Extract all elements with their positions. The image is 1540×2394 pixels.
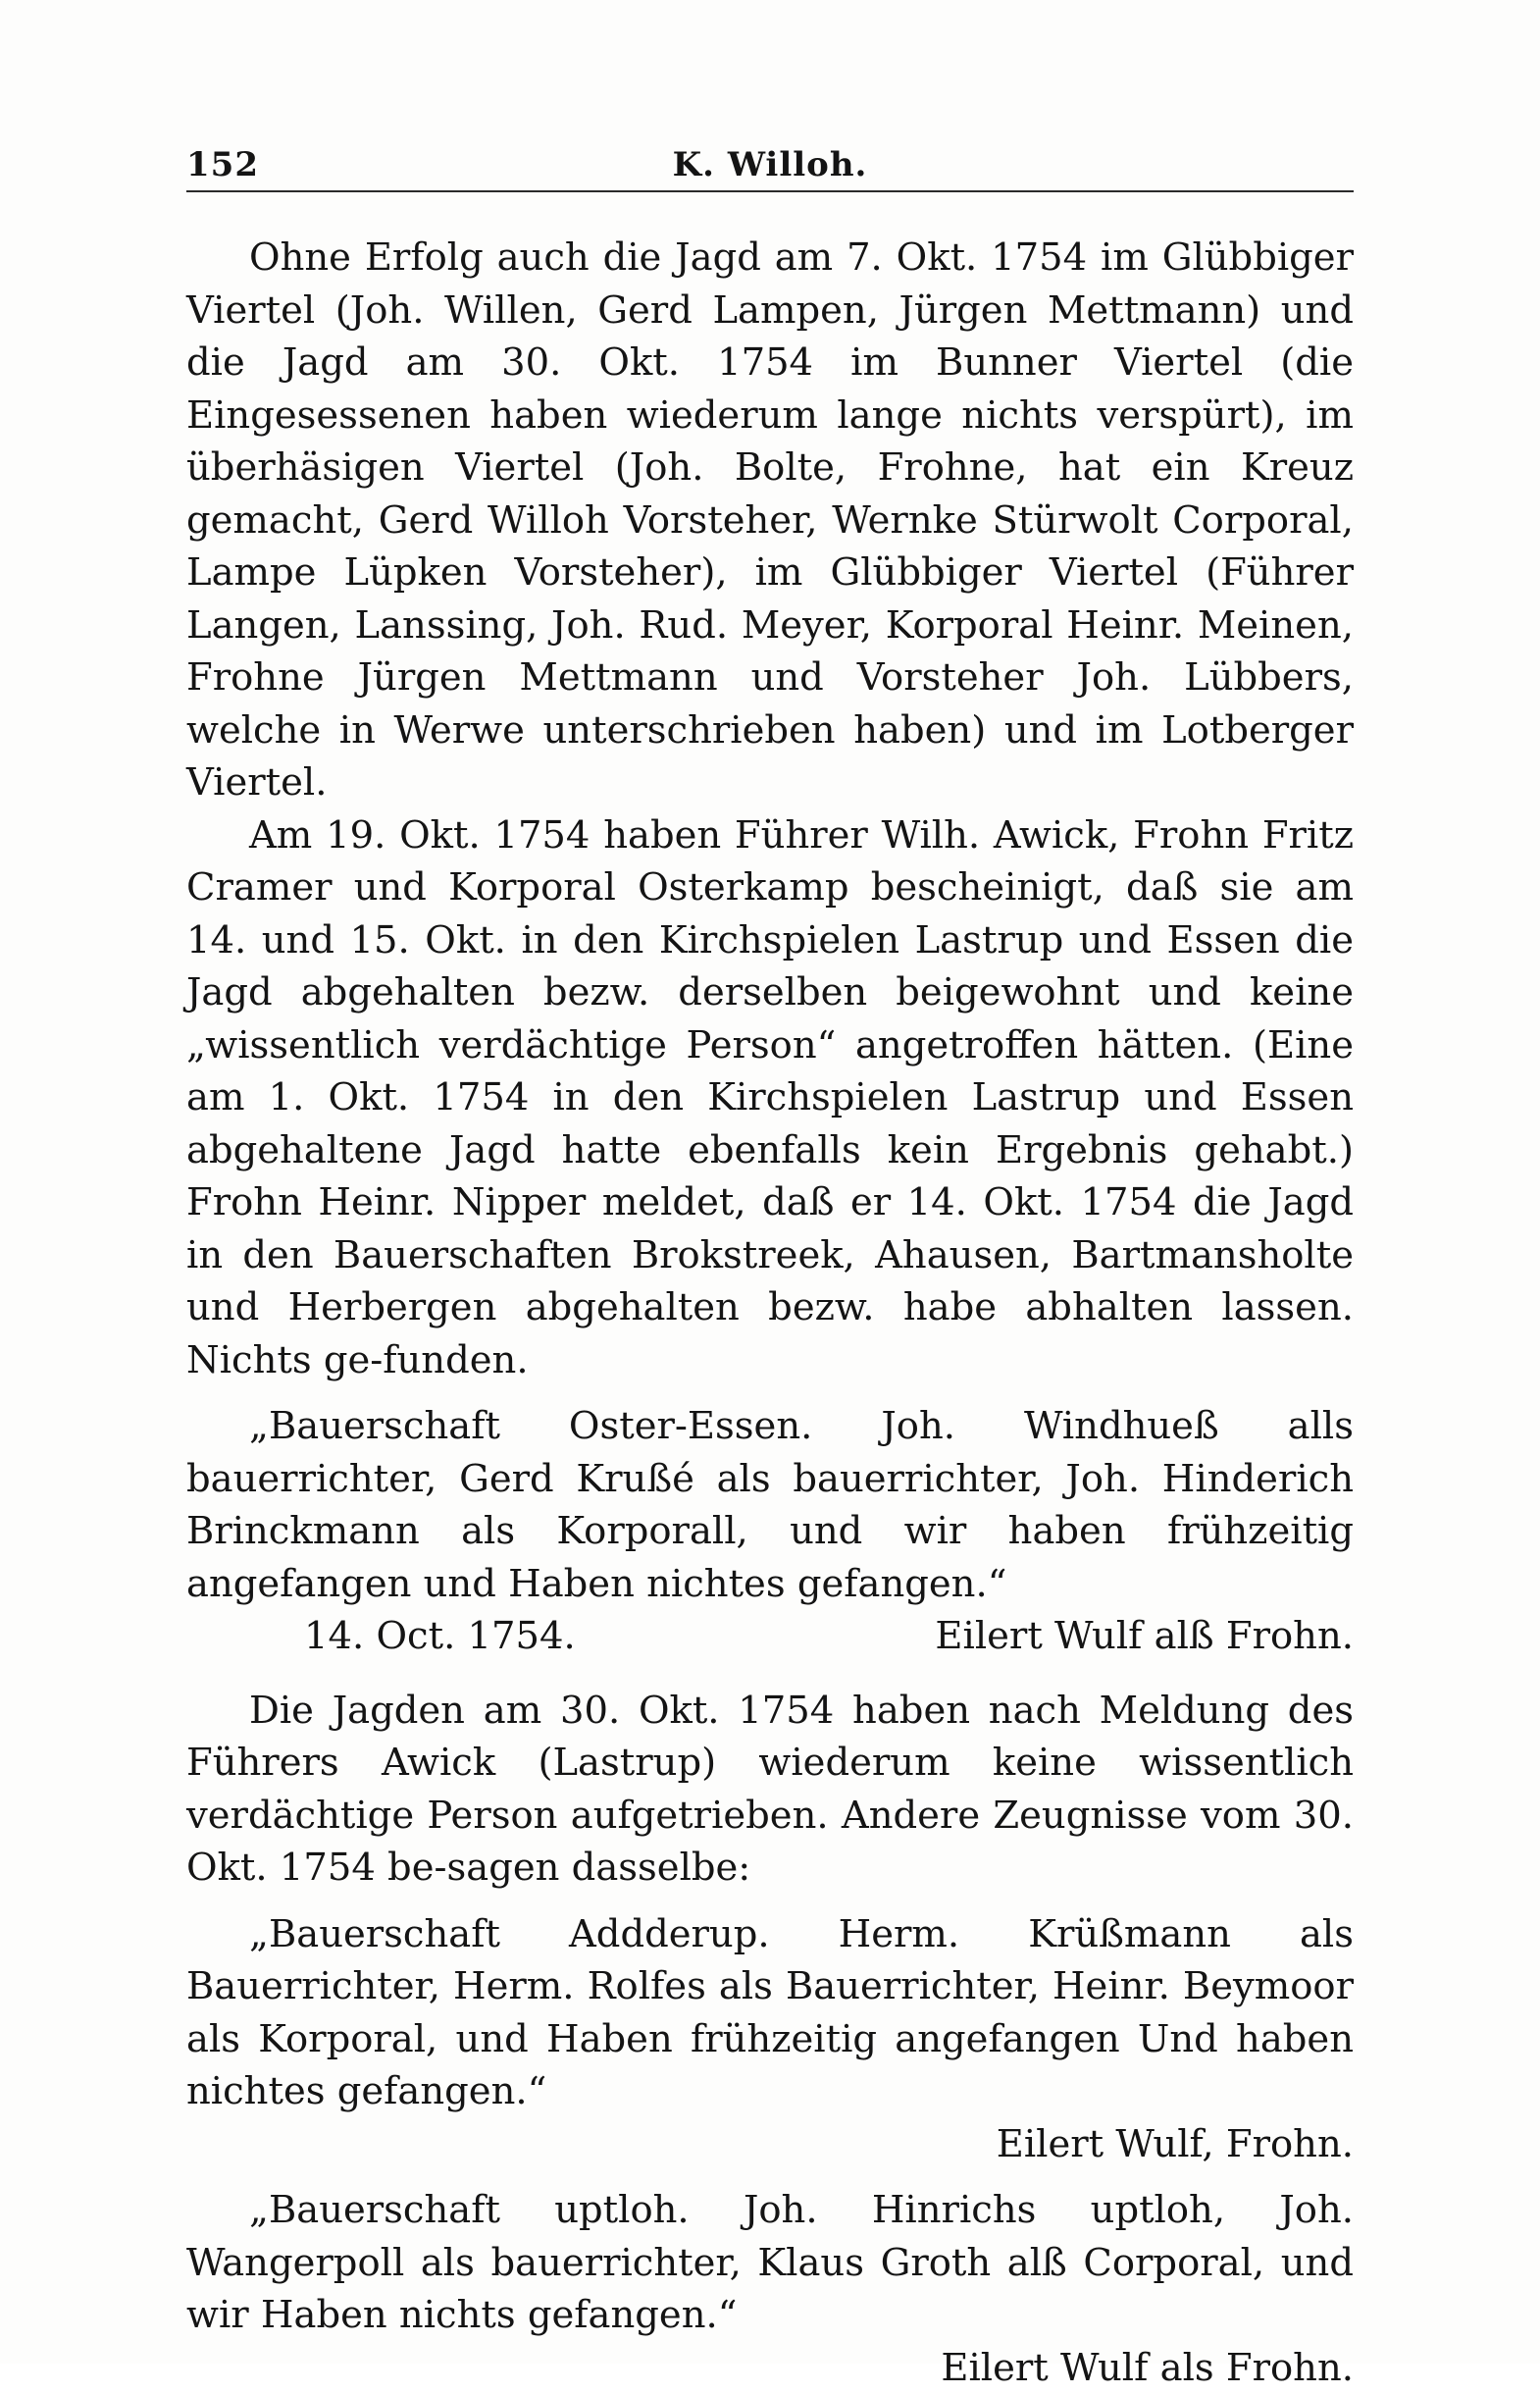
quote-block-addderup bbox=[186, 1908, 1354, 2171]
page-number: 152 bbox=[186, 145, 259, 184]
quote-block-oster-essen bbox=[186, 1400, 1354, 1663]
signature-eilert-wulf-frohn: Eilert Wulf, Frohn. bbox=[997, 2118, 1354, 2171]
signature-eilert-wulf-als-frohn: Eilert Wulf als Frohn. bbox=[941, 2342, 1354, 2394]
quote-block-uptloh bbox=[186, 2184, 1354, 2394]
quote-date: 14. Oct. 1754. bbox=[304, 1610, 576, 1663]
quote-addderup: „Bauerschaft Addderup. Herm. Krüßmann als Bauerrichter, Herm. Rolfes als Bauerrichter, Heinr. Beymoor als Korporal, und Haben frühzeitig angefangen Und haben nichtes gefangen.“ bbox=[186, 1908, 1354, 2118]
quote-oster-essen: „Bauerschaft Oster-Essen. Joh. Windhueß alls bauerrichter, Gerd Krußé als bauerrichter, Joh. Hinderich Brinckmann als Korporall, und wir haben frühzeitig angefangen und Haben nichtes gefangen.“ bbox=[186, 1400, 1354, 1610]
quote-uptloh: „Bauerschaft uptloh. Joh. Hinrichs uptloh, Joh. Wangerpoll als bauerrichter, Klaus Groth alß Corporal, und wir Haben nichts gefangen.“ bbox=[186, 2184, 1354, 2342]
main-text bbox=[186, 232, 1354, 2394]
paragraph-oktober-jagd: Ohne Erfolg auch die Jagd am 7. Okt. 1754 im Glübbiger Viertel (Joh. Willen, Gerd Lampen, Jürgen Mettmann) und die Jagd am 30. Okt. 1754 im Bunner Viertel (die Eingesessenen haben wiederum lange nichts verspürt), im überhäsigen Viertel (Joh. Bolte, Frohne, hat ein Kreuz gemacht, Gerd Willoh Vorsteher, Wernke Stürwolt Corporal, Lampe Lüpken Vorsteher), im Glübbiger Viertel (Führer Langen, Lanssing, Joh. Rud. Meyer, Korporal Heinr. Meinen, Frohne Jürgen Mettmann und Vorsteher Joh. Lübbers, welche in Werwe unterschrieben haben) und im Lotberger Viertel. bbox=[186, 232, 1354, 809]
paragraph-zeugnisse-oktober: Am 19. Okt. 1754 haben Führer Wilh. Awick, Frohn Fritz Cramer und Korporal Osterkamp bescheinigt, daß sie am 14. und 15. Okt. in den Kirchspielen Lastrup und Essen die Jagd abgehalten bezw. derselben beigewohnt und keine „wissentlich verdächtige Person“ angetroffen hätten. (Eine am 1. Okt. 1754 in den Kirchspielen Lastrup und Essen abgehaltene Jagd hatte ebenfalls kein Ergebnis gehabt.) Frohn Heinr. Nipper meldet, daß er 14. Okt. 1754 die Jagd in den Bauerschaften Brokstreek, Ahausen, Bartmansholte und Herbergen abgehalten bezw. habe abhalten lassen. Nichts ge-funden. bbox=[186, 809, 1354, 1387]
running-head-title: K. Willoh. bbox=[186, 145, 1354, 184]
paragraph-jagden-30-okt: Die Jagden am 30. Okt. 1754 haben nach Meldung des Führers Awick (Lastrup) wiederum keine wissentlich verdächtige Person aufgetrieben. Andere Zeugnisse vom 30. Okt. 1754 be-sagen dasselbe: bbox=[186, 1685, 1354, 1895]
signature-row-uptloh bbox=[186, 2342, 1354, 2394]
signature-row-oster-essen bbox=[186, 1610, 1354, 1663]
signature-eilert-wulf: Eilert Wulf alß Frohn. bbox=[935, 1610, 1354, 1663]
running-head bbox=[186, 137, 1354, 192]
signature-row-addderup bbox=[186, 2118, 1354, 2171]
